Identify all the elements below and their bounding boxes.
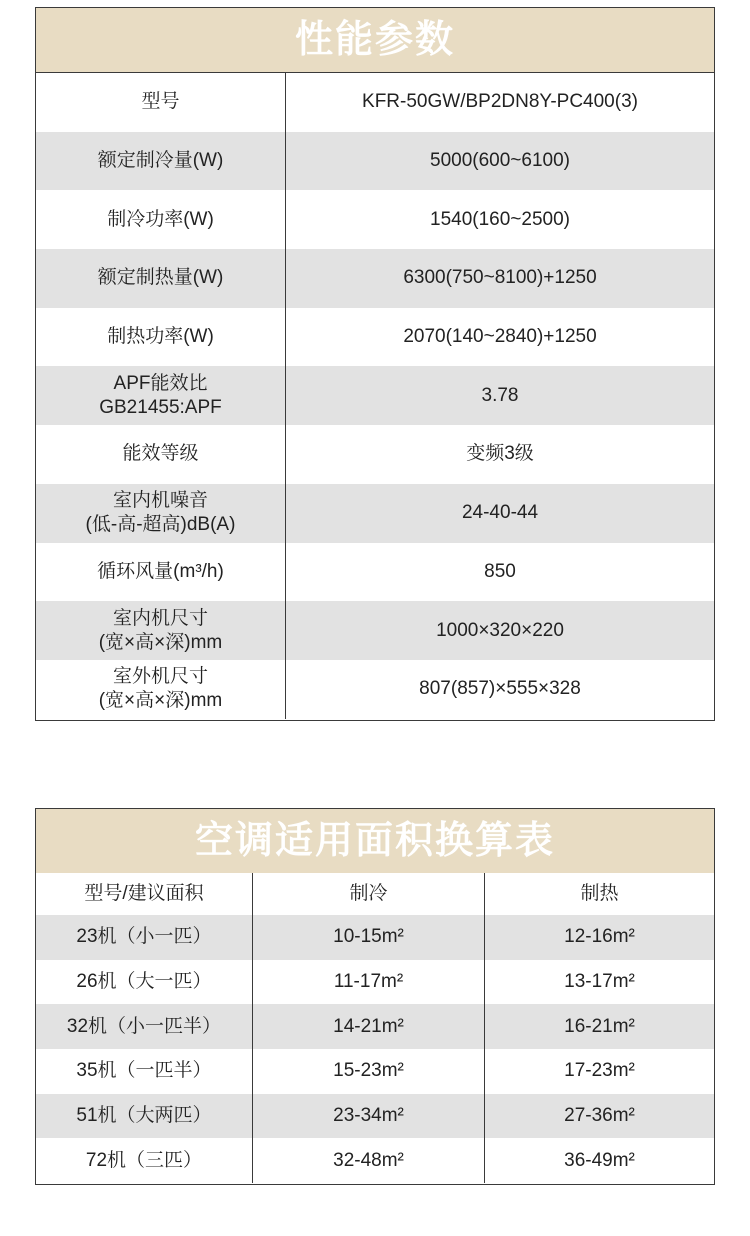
performance-row: [36, 660, 714, 719]
performance-table: [35, 7, 715, 721]
performance-row: [36, 601, 714, 660]
performance-value: 24-40-44: [461, 502, 539, 524]
performance-value: 2070(140~2840)+1250: [403, 326, 597, 348]
area-header-model: 型号/建议面积: [36, 873, 253, 915]
area-model-cell: 26机（大一匹）: [36, 960, 253, 1005]
performance-label: APF能效比 GB21455:APF: [36, 366, 286, 425]
performance-row: [36, 484, 714, 543]
area-cooling-cell: 23-34m²: [253, 1094, 485, 1139]
performance-value: 1000×320×220: [436, 619, 564, 641]
performance-row: [36, 366, 714, 425]
performance-label: 额定制冷量(W): [36, 132, 286, 191]
area-cooling-cell: 14-21m²: [253, 1004, 485, 1049]
area-heating-cell: 13-17m²: [564, 971, 635, 993]
performance-label: 循环风量(m³/h): [36, 543, 286, 602]
area-model-cell: 72机（三匹）: [36, 1138, 253, 1183]
performance-rows: [36, 73, 714, 719]
area-header-cooling: 制冷: [253, 873, 485, 915]
area-cooling-cell: 10-15m²: [253, 915, 485, 960]
performance-value: 6300(750~8100)+1250: [403, 267, 597, 289]
performance-row: [36, 425, 714, 484]
performance-label: 室内机噪音 (低-高-超高)dB(A): [36, 484, 286, 543]
performance-row: [36, 308, 714, 367]
performance-label: 制热功率(W): [36, 308, 286, 367]
performance-row: [36, 190, 714, 249]
performance-row: [36, 249, 714, 308]
area-cooling-cell: 11-17m²: [253, 960, 485, 1005]
area-heating-cell: 16-21m²: [564, 1015, 635, 1037]
performance-value: 807(857)×555×328: [419, 678, 581, 700]
performance-value: 3.78: [481, 384, 519, 406]
area-rows: [36, 915, 714, 1183]
performance-value: 850: [484, 560, 516, 582]
area-cooling-cell: 15-23m²: [253, 1049, 485, 1094]
area-row: [36, 1049, 714, 1094]
area-header-row: [36, 873, 714, 915]
performance-value: 变频3级: [466, 443, 534, 465]
performance-value: KFR-50GW/BP2DN8Y-PC400(3): [362, 91, 638, 113]
performance-row: [36, 543, 714, 602]
area-heating-cell: 27-36m²: [564, 1105, 635, 1127]
area-row: [36, 1004, 714, 1049]
area-cooling-cell: 32-48m²: [253, 1138, 485, 1183]
area-row: [36, 915, 714, 960]
performance-label: 室外机尺寸 (宽×高×深)mm: [36, 660, 286, 719]
performance-label: 室内机尺寸 (宽×高×深)mm: [36, 601, 286, 660]
performance-row: [36, 73, 714, 132]
area-table: [35, 808, 715, 1185]
area-heating-cell: 36-49m²: [564, 1149, 635, 1171]
performance-value: 1540(160~2500): [430, 208, 570, 230]
performance-title: 性能参数: [36, 8, 714, 73]
area-header-heating: 制热: [580, 883, 619, 904]
area-model-cell: 23机（小一匹）: [36, 915, 253, 960]
performance-label: 能效等级: [36, 425, 286, 484]
area-model-cell: 51机（大两匹）: [36, 1094, 253, 1139]
performance-label: 型号: [36, 73, 286, 132]
performance-row: [36, 132, 714, 191]
performance-label: 额定制热量(W): [36, 249, 286, 308]
area-model-cell: 35机（一匹半）: [36, 1049, 253, 1094]
area-model-cell: 32机（小一匹半）: [36, 1004, 253, 1049]
area-row: [36, 1138, 714, 1183]
area-heating-cell: 12-16m²: [564, 926, 635, 948]
performance-value: 5000(600~6100): [430, 150, 570, 172]
area-row: [36, 960, 714, 1005]
area-row: [36, 1094, 714, 1139]
area-title: 空调适用面积换算表: [36, 809, 714, 873]
area-heating-cell: 17-23m²: [564, 1060, 635, 1082]
performance-label: 制冷功率(W): [36, 190, 286, 249]
